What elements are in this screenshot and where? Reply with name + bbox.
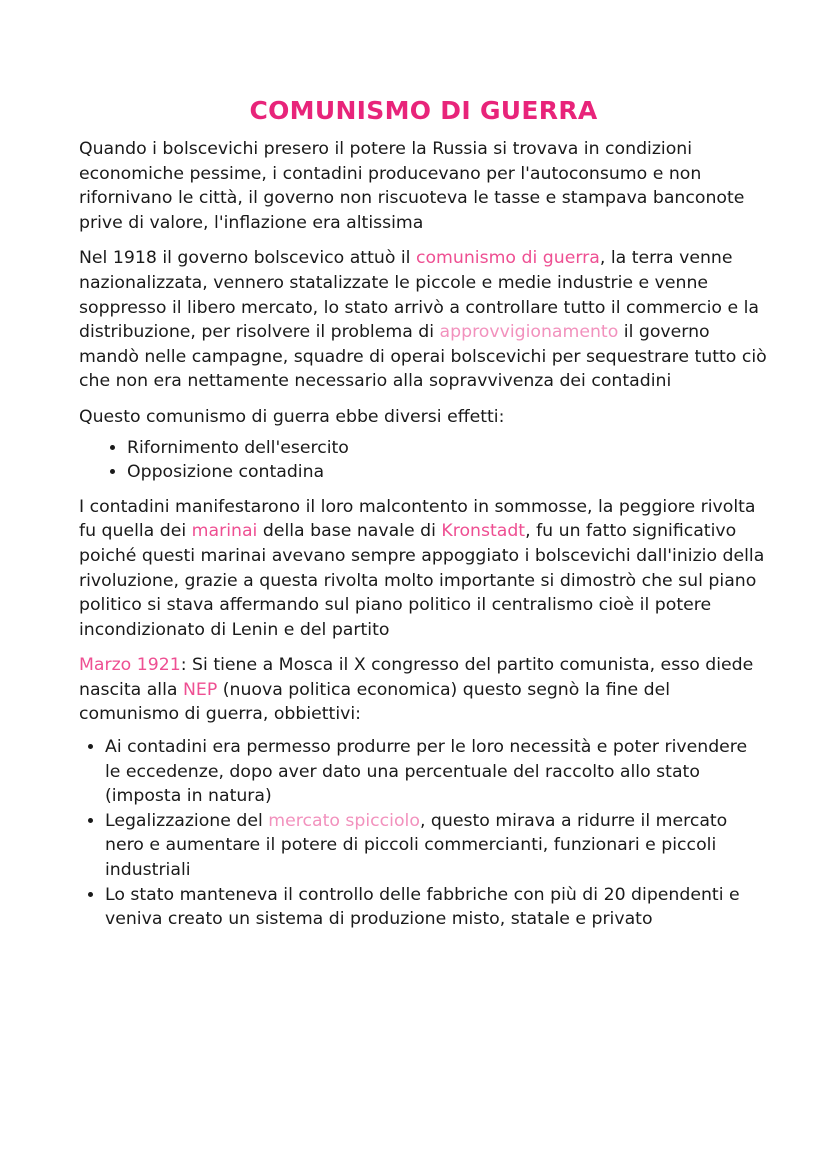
- paragraph-nep: [79, 653, 768, 727]
- page-title: COMUNISMO DI GUERRA: [249, 96, 598, 125]
- effects-list: [79, 436, 768, 485]
- text-segment: Legalizzazione del: [105, 810, 269, 831]
- text-segment: (nuova politica economica) questo segnò la fine del comunismo di guerra, obbiettivi:: [79, 679, 671, 725]
- list-item: • Ai contadini era permesso produrre per le loro necessità e poter rivendere le eccedenze, dopo aver dato una percentuale del raccolto allo stato (imposta in natura): [105, 735, 768, 809]
- highlight-kronstadt: Kronstadt: [441, 521, 526, 542]
- text-segment: , questo mirava a ridurre il mercato nero e aumentare il potere di piccoli commercianti, funzionari e piccoli industriali: [105, 810, 728, 881]
- paragraph-1918: [79, 246, 768, 394]
- text-segment: I contadini manifestarono il loro malcontento in sommosse, la peggiore rivolta fu quella dei: [79, 496, 756, 542]
- paragraph-intro: Quando i bolscevichi presero il potere la Russia si trovava in condizioni economiche pessime, i contadini producevano per l'autoconsumo e non rifornivano le città, il governo non riscuoteva le tasse e stampava banconote prive di valore, l'inflazione era altissima: [79, 139, 745, 233]
- highlight-marzo-1921: Marzo 1921: [79, 655, 181, 676]
- highlight-comunismo-di-guerra: comunismo di guerra: [415, 248, 600, 269]
- paragraph-effects-intro: Questo comunismo di guerra ebbe diversi effetti:: [79, 406, 505, 427]
- list-item: • Lo stato manteneva il controllo delle fabbriche con più di 20 dipendenti e veniva creato un sistema di produzione misto, statale e privato: [105, 883, 768, 932]
- text-segment: Nel 1918 il governo bolscevico attuò il: [79, 248, 416, 269]
- list-item: • Rifornimento dell'esercito: [127, 436, 768, 461]
- objectives-list: [79, 735, 768, 932]
- list-item: [105, 809, 768, 883]
- text-segment: : Si tiene a Mosca il X congresso del partito comunista, esso diede nascita alla: [79, 655, 754, 700]
- text-segment: il governo mandò nelle campagne, squadre di operai bolscevichi per sequestrare tutto ciò che non era nettamente necessario alla sopravvivenza dei contadini: [79, 322, 767, 392]
- highlight-approvvigionamento: approvvigionamento: [439, 322, 619, 343]
- list-item: • Opposizione contadina: [127, 460, 768, 485]
- text-segment: , la terra venne nazionalizzata, vennero statalizzate le piccole e medie industrie e venne soppresso il libero mercato, lo stato arrivò a controllare tutto il commercio e la distribuzione, per risolvere il problema di: [79, 248, 759, 343]
- text-segment: , fu un fatto significativo poiché questi marinai avevano sempre appoggiato i bolscevichi dall'inizio della rivoluzione, grazie a questa rivolta molto importante si dimostrò che sul piano politico si stava affermando sul piano politico il centralismo cioè il potere incondizionato di Lenin e del partito: [79, 521, 765, 640]
- text-segment: della base navale di: [257, 521, 442, 542]
- highlight-nep: NEP: [182, 679, 218, 700]
- highlight-mercato-spicciolo: mercato spicciolo: [268, 810, 420, 831]
- highlight-marinai: marinai: [191, 521, 258, 542]
- paragraph-kronstadt: [79, 495, 768, 643]
